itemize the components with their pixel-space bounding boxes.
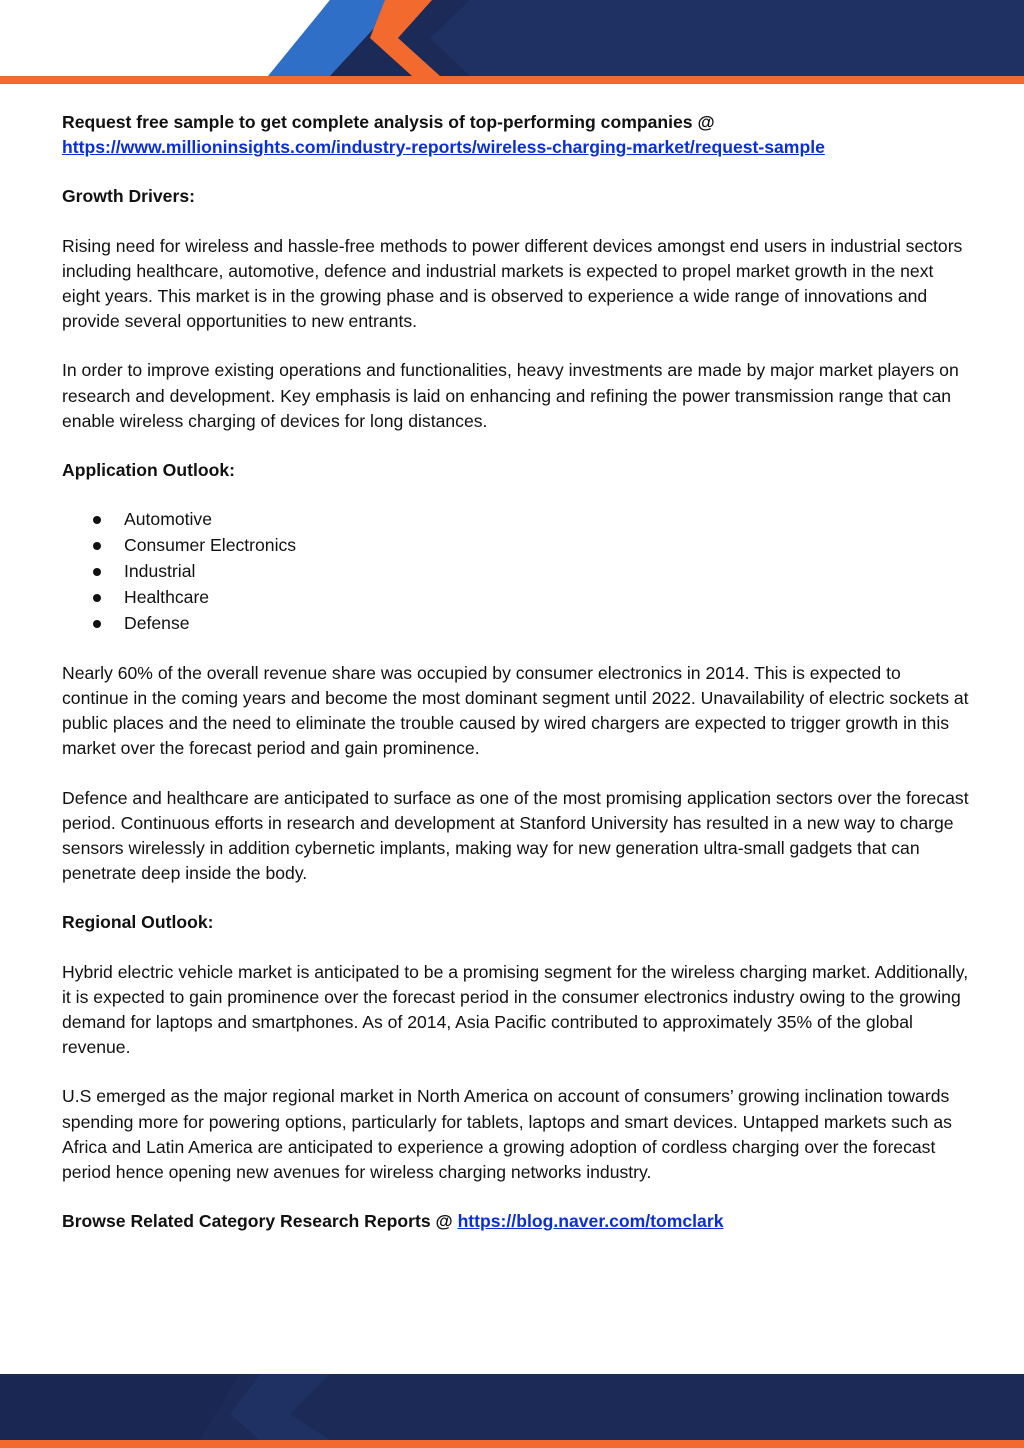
- list-item-label: Defense: [124, 612, 190, 633]
- regional-outlook-heading: Regional Outlook:: [62, 912, 214, 933]
- application-list: [62, 507, 972, 637]
- bullet-icon: [93, 568, 101, 576]
- application-paragraph-2: Defence and healthcare are anticipated to surface as one of the most promising application sectors over the forecast period. Continuous efforts in research and development at Stanford University has resulted in a new way to charge sensors wirelessly in addition cybernetic implants, making way for new generation ultra-small gadgets that can penetrate deep inside the body.: [62, 787, 969, 884]
- browse-related-paragraph: [62, 1209, 972, 1234]
- header-graphic: [0, 0, 1024, 84]
- browse-related-link[interactable]: https://blog.naver.com/tomclark: [457, 1211, 724, 1232]
- bullet-icon: [93, 542, 101, 550]
- request-sample-text: Request free sample to get complete analysis of top-performing companies @: [62, 112, 715, 132]
- list-item: [93, 611, 972, 637]
- list-item-label: Healthcare: [124, 586, 210, 607]
- bullet-icon: [93, 516, 101, 524]
- document-body: [62, 110, 972, 1258]
- footer-banner: [0, 1374, 1024, 1448]
- regional-paragraph-2: U.S emerged as the major regional market in North America on account of consumers’ growing inclination towards spending more for powering options, particularly for tablets, laptops and smart devices. Untapped markets such as Africa and Latin America are anticipated to experience a growing adoption of cordless charging over the forecast period hence opening new avenues for wireless charging networks industry.: [62, 1086, 952, 1183]
- application-outlook-heading: Application Outlook:: [62, 460, 235, 481]
- growth-drivers-paragraph-2: In order to improve existing operations and functionalities, heavy investments are made by major market players on research and development. Key emphasis is laid on enhancing and refining the power transmission range that can enable wireless charging of devices for long distances.: [62, 360, 959, 431]
- growth-drivers-heading: Growth Drivers:: [62, 186, 195, 207]
- bullet-icon: [93, 620, 101, 628]
- regional-paragraph-1: Hybrid electric vehicle market is anticipated to be a promising segment for the wireless charging market. Additionally, it is expected to gain prominence over the forecast period in the consumer electronics industry owing to the growing demand for laptops and smartphones. As of 2014, Asia Pacific contributed to approximately 35% of the global revenue.: [62, 961, 969, 1058]
- list-item-label: Industrial: [124, 561, 196, 582]
- list-item: [93, 533, 972, 559]
- list-item: [93, 585, 972, 611]
- header-banner: [0, 0, 1024, 84]
- browse-related-text: Browse Related Category Research Reports @: [62, 1211, 453, 1232]
- bullet-icon: [93, 594, 101, 602]
- application-paragraph-1: Nearly 60% of the overall revenue share was occupied by consumer electronics in 2014. This is expected to continue in the coming years and become the most dominant segment until 2022. Unavailability of electric sockets at public places and the need to eliminate the trouble caused by wired chargers are expected to trigger growth in this market over the forecast period and gain prominence.: [62, 662, 969, 759]
- list-item-label: Automotive: [124, 509, 213, 530]
- list-item-label: Consumer Electronics: [124, 535, 297, 556]
- footer-graphic: [0, 1374, 1024, 1448]
- request-sample-link[interactable]: https://www.millioninsights.com/industry-reports/wireless-charging-market/request-sample: [62, 137, 825, 158]
- request-sample-paragraph: [62, 110, 972, 160]
- growth-drivers-paragraph-1: Rising need for wireless and hassle-free methods to power different devices amongst end users in industrial sectors including healthcare, automotive, defence and industrial markets is expected to propel market growth in the next eight years. This market is in the growing phase and is observed to experience a wide range of innovations and provide several opportunities to new entrants.: [62, 235, 963, 332]
- list-item: [93, 559, 972, 585]
- list-item: [93, 507, 972, 533]
